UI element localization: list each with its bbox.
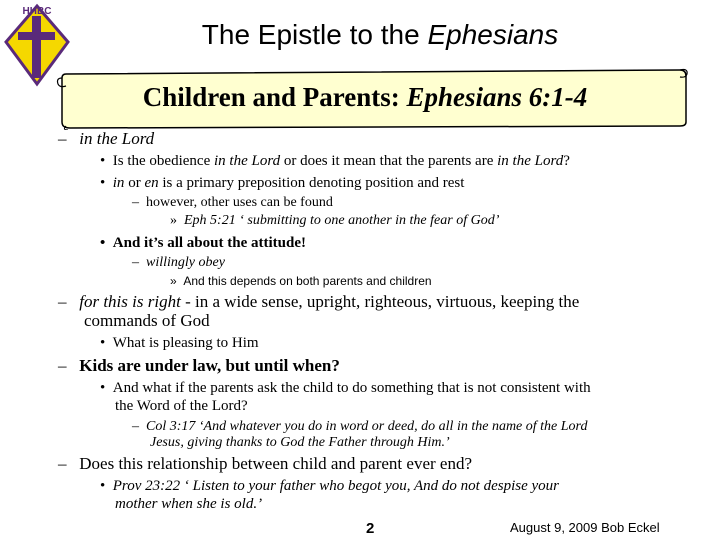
dash-bullet: – bbox=[58, 454, 67, 473]
dash-bullet: – bbox=[132, 195, 139, 210]
outline-item-relationship: – Does this relationship between child and parent ever end? bbox=[58, 454, 473, 473]
outline-item-other-uses: – however, other uses can be found bbox=[132, 195, 333, 210]
outline-item-kids-law: – Kids are under law, but until when? bbox=[58, 356, 340, 375]
outline-item-col-quote-cont: Jesus, giving thanks to God the Father through Him.’ bbox=[150, 435, 450, 450]
dot-bullet: • bbox=[100, 235, 106, 251]
raquo-bullet: » bbox=[170, 213, 177, 228]
title-emph: Ephesians bbox=[427, 19, 559, 50]
item-label: in the Lord bbox=[79, 129, 155, 148]
slide-title bbox=[100, 18, 660, 52]
dot-bullet: • bbox=[100, 175, 106, 191]
title-main: The Epistle to the bbox=[201, 19, 428, 50]
outline-item-right: – for this is right - in a wide sense, upright, righteous, virtuous, keeping the bbox=[58, 292, 580, 311]
banner-main: Children and Parents: bbox=[142, 82, 407, 112]
outline-item-col-quote: – Col 3:17 ‘And whatever you do in word or deed, do all in the name of the Lord bbox=[132, 419, 588, 434]
dot-bullet: • bbox=[100, 153, 106, 169]
outline-item-depends: » And this depends on both parents and children bbox=[170, 274, 432, 288]
outline-item-pleasing: • What is pleasing to Him bbox=[100, 335, 259, 351]
outline-item-preposition: • in or en is a primary preposition denoting position and rest bbox=[100, 175, 465, 191]
dash-bullet: – bbox=[132, 419, 139, 434]
outline-item-eph-quote: » Eph 5:21 ‘ submitting to one another in the fear of God’ bbox=[170, 213, 500, 228]
outline-item-attitude: • And it’s all about the attitude! bbox=[100, 235, 306, 251]
dot-bullet: • bbox=[100, 335, 106, 351]
outline-item-prov-quote: • Prov 23:22 ‘ Listen to your father who begot you, And do not despise your bbox=[100, 478, 559, 494]
footer-date: August 9, 2009 Bob Eckel bbox=[510, 520, 660, 535]
outline-item-not-consistent: • And what if the parents ask the child to do something that is not consistent with bbox=[100, 380, 591, 396]
banner-emph: Ephesians 6:1-4 bbox=[406, 82, 588, 112]
outline-item-prov-quote-cont: mother when she is old.’ bbox=[115, 496, 263, 512]
outline-item-right-cont: commands of God bbox=[84, 311, 210, 330]
dash-bullet: – bbox=[58, 292, 67, 311]
outline-item-in-the-lord bbox=[58, 129, 154, 149]
dot-bullet: • bbox=[100, 478, 106, 494]
dash-bullet: – bbox=[58, 129, 67, 148]
dash-bullet: – bbox=[132, 255, 139, 270]
outline-item-obedience: • Is the obedience in the Lord or does it mean that the parents are in the Lord? bbox=[100, 153, 570, 169]
raquo-bullet: » bbox=[170, 274, 177, 288]
outline-item-not-consistent-cont: the Word of the Lord? bbox=[115, 398, 248, 414]
dash-bullet: – bbox=[58, 356, 67, 375]
page-number: 2 bbox=[366, 520, 375, 537]
dot-bullet: • bbox=[100, 380, 106, 396]
outline-item-willingly: – willingly obey bbox=[132, 255, 225, 270]
logo-text: HHBC bbox=[22, 6, 52, 17]
banner-heading bbox=[60, 80, 670, 114]
